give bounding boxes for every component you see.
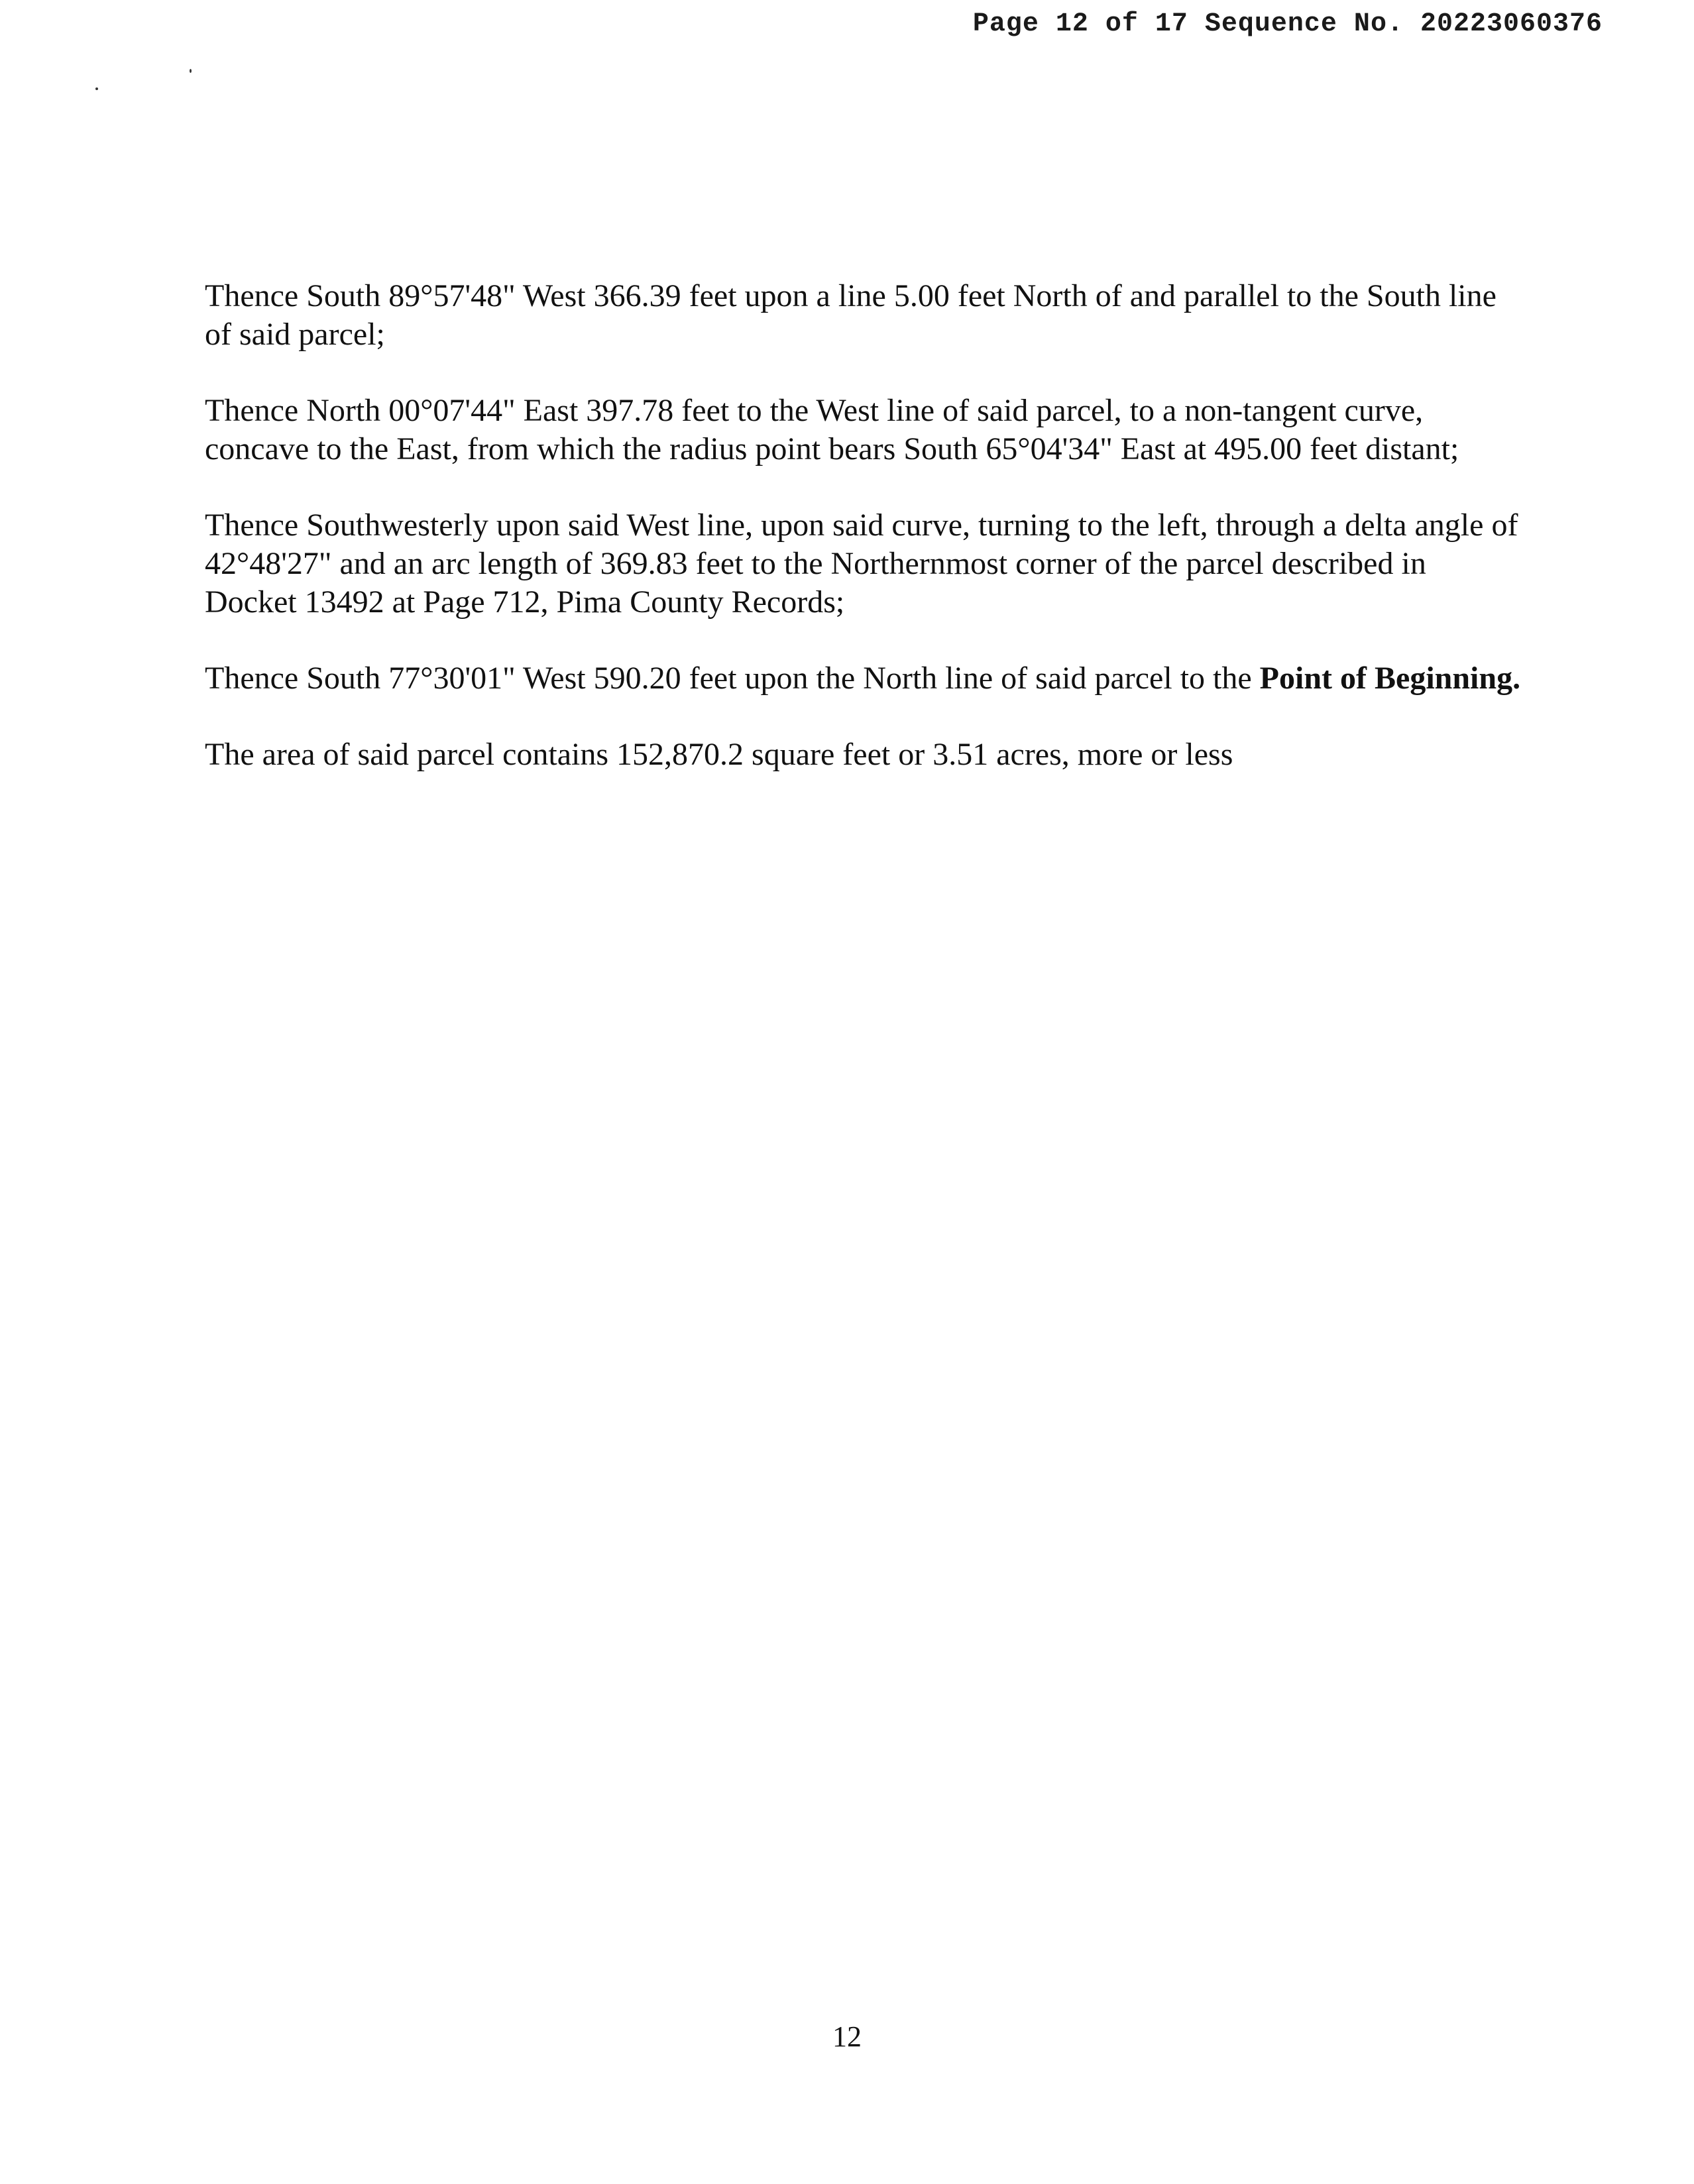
- paragraph-area: The area of said parcel contains 152,870.2 square feet or 3.51 acres, more or less: [205, 737, 1233, 772]
- paragraph-course-3: Thence Southwesterly upon said West line, upon said curve, turning to the left, through a delta angle of 42°48'27" and an arc length of 369.83 feet to the Northernmost corner of the parcel described in Docket 13492 at Page 712, Pima County Records;: [205, 508, 1518, 620]
- course-4-text: Thence South 77°30'01" West 590.20 feet upon the North line of said parcel to the: [205, 661, 1260, 696]
- page-number: 12: [832, 2020, 862, 2053]
- paragraph-course-4: [205, 659, 1524, 698]
- scan-speck: [190, 69, 192, 73]
- recording-stamp: Page 12 of 17 Sequence No. 20223060376: [972, 9, 1603, 39]
- scan-speck: [95, 87, 98, 90]
- point-of-beginning: Point of Beginning.: [1259, 661, 1521, 696]
- paragraph-course-1: Thence South 89°57'48" West 366.39 feet upon a line 5.00 feet North of and parallel to the South line of said parcel;: [205, 278, 1496, 352]
- paragraph-course-2: Thence North 00°07'44" East 397.78 feet to the West line of said parcel, to a non-tangent curve, concave to the East, from which the radius point bears South 65°04'34" East at 495.00 feet distant;: [205, 393, 1459, 466]
- legal-description: [205, 277, 1524, 812]
